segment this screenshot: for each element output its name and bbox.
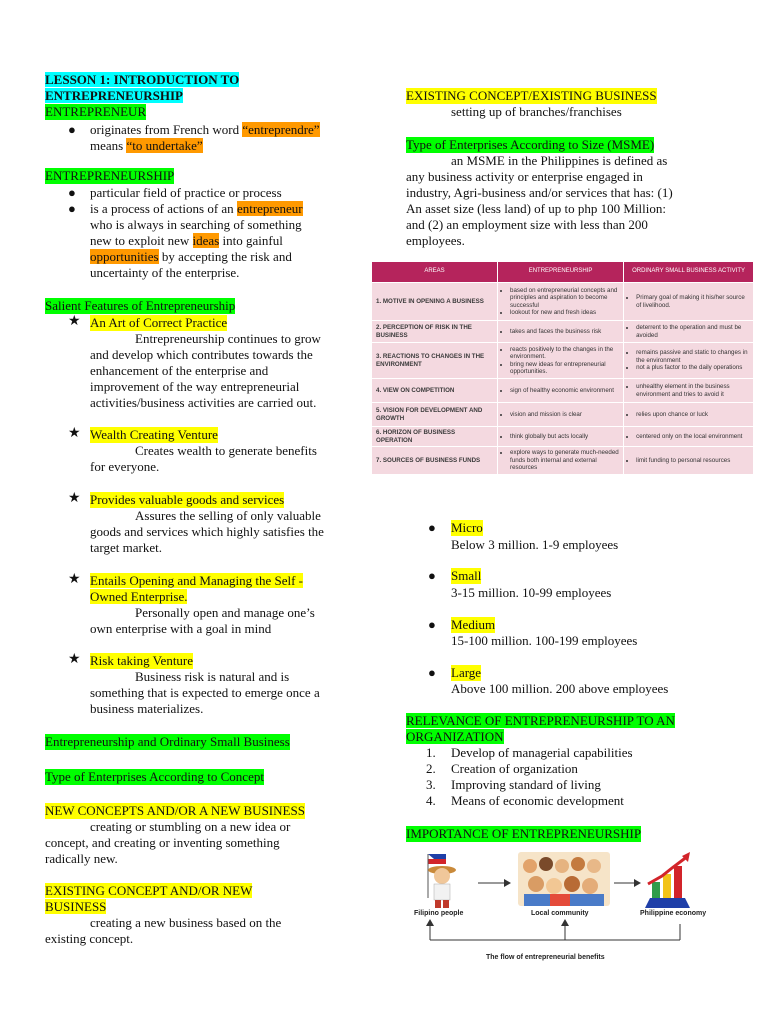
- table-cell-area: 2. PERCEPTION OF RISK IN THE BUSINESS: [372, 321, 498, 343]
- lesson-title: [45, 72, 239, 104]
- flow-feedback-arrows: [426, 919, 680, 940]
- relevance-heading: RELEVANCE OF ENTREPRENEURSHIP TO AN ORGANIZATION: [406, 713, 675, 744]
- entrepreneurship-bullet-1: particular field of practice or process: [90, 185, 282, 200]
- existing-new-heading: EXISTING CONCEPT AND/OR NEW BUSINESS: [45, 883, 253, 914]
- size-label-large: Large: [451, 665, 482, 680]
- list-item: 2. Creation of organization: [426, 761, 578, 776]
- table-header-row: [372, 262, 754, 283]
- star-icon: ★: [68, 314, 81, 329]
- bullet-dot: ●: [428, 617, 436, 632]
- size-desc-small: 3-15 million. 10-99 employees: [451, 585, 612, 600]
- table-row: [372, 427, 754, 447]
- table-cell-area: 4. VIEW ON COMPETITION: [372, 379, 498, 403]
- table-cell-bullet: • lookout for new and fresh ideas: [510, 309, 619, 317]
- table-row: [372, 343, 754, 379]
- feature-5-title: Risk taking Venture: [90, 653, 194, 668]
- table-cell-bullet: • unhealthy element in the business environment and tries to avoid it: [636, 383, 749, 398]
- bullet-dot: ●: [428, 568, 436, 583]
- table-cell-area: 1. MOTIVE IN OPENING A BUSINESS: [372, 283, 498, 321]
- existing-existing-desc: setting up of branches/franchises: [451, 104, 622, 119]
- table-row: [372, 403, 754, 427]
- table-cell-bullet: • centered only on the local environment: [636, 433, 749, 441]
- entrepreneurship-heading: ENTREPRENEURSHIP: [45, 168, 175, 183]
- size-label-medium: Medium: [451, 617, 496, 632]
- entrepreneurship-bullet-2: is a process of actions of an entrepreneur who is always in searching of something new to exploit new ideas into gainful opportunities by accepting the risk and uncertainty of the enterprise.: [90, 201, 303, 280]
- size-desc-large: Above 100 million. 200 above employees: [451, 681, 669, 696]
- table-cell-small-business: [624, 283, 754, 321]
- star-icon: ★: [68, 652, 81, 667]
- flow-caption: The flow of entrepreneurial benefits: [486, 954, 605, 961]
- table-cell-entrepreneurship: [498, 379, 624, 403]
- bullet-dot: ●: [68, 185, 76, 200]
- table-cell-bullet: • relies upon chance or luck: [636, 411, 749, 419]
- new-concept-desc: creating or stumbling on a new idea or concept, and creating or inventing something radically new.: [45, 819, 291, 866]
- table-cell-bullet: • Primary goal of making it his/her source of livelihood.: [636, 294, 749, 309]
- feature-3-desc: Assures the selling of only valuable goods and services which highly satisfies the target market.: [90, 508, 324, 555]
- flow-node-filipino-people: Filipino people: [414, 910, 464, 917]
- table-cell-entrepreneurship: [498, 447, 624, 475]
- star-icon: ★: [68, 491, 81, 506]
- feature-5-desc: Business risk is natural and is something that is expected to emerge once a business materializes.: [90, 669, 320, 716]
- table-cell-entrepreneurship: [498, 427, 624, 447]
- msme-desc: an MSME in the Philippines is defined as any business activity or enterprise engaged in industry, Agri-business and/or services that has: (1) An asset size (less land) of up to php 100 Million: and (2) an employment size with less than 200 employees.: [406, 153, 673, 248]
- msme-heading: Type of Enterprises According to Size (MSME): [406, 137, 655, 152]
- table-cell-bullet: • deterrent to the operation and must be avoided: [636, 324, 749, 339]
- feature-1-title: An Art of Correct Practice: [90, 315, 228, 330]
- feature-2-desc: Creates wealth to generate benefits for everyone.: [90, 443, 317, 474]
- flow-node-local-community: Local community: [531, 910, 589, 917]
- table-header-cell: ENTREPRENEURSHIP: [498, 262, 624, 283]
- flow-arrow-forward-1: [478, 879, 511, 887]
- importance-heading: IMPORTANCE OF ENTREPRENEURSHIP: [406, 826, 642, 841]
- table-cell-entrepreneurship: [498, 321, 624, 343]
- table-cell-area: 5. VISION FOR DEVELOPMENT AND GROWTH: [372, 403, 498, 427]
- table-cell-entrepreneurship: [498, 343, 624, 379]
- bullet-dot: ●: [68, 122, 76, 137]
- bullet-dot: ●: [428, 665, 436, 680]
- table-cell-area: 7. SOURCES OF BUSINESS FUNDS: [372, 447, 498, 475]
- table-header-cell: AREAS: [372, 262, 498, 283]
- entrepreneur-heading: ENTREPRENEUR: [45, 104, 147, 119]
- lesson-title-line1: LESSON 1: INTRODUCTION TO: [45, 72, 240, 87]
- table-row: [372, 283, 754, 321]
- table-cell-small-business: [624, 447, 754, 475]
- flow-arrow-forward-2: [614, 879, 641, 887]
- table-row: [372, 447, 754, 475]
- table-cell-area: 6. HORIZON OF BUSINESS OPERATION: [372, 427, 498, 447]
- table-header-cell: ORDINARY SMALL BUSINESS ACTIVITY: [624, 262, 754, 283]
- bullet-dot: ●: [68, 201, 76, 216]
- table-cell-area: 3. REACTIONS TO CHANGES IN THE ENVIRONMENT: [372, 343, 498, 379]
- feature-3-title: Provides valuable goods and services: [90, 492, 285, 507]
- size-desc-medium: 15-100 million. 100-199 employees: [451, 633, 638, 648]
- table-cell-small-business: [624, 343, 754, 379]
- table-cell-small-business: [624, 321, 754, 343]
- lesson-title-line2: ENTREPRENEURSHIP: [45, 88, 183, 103]
- table-cell-bullet: • think globally but acts locally: [510, 433, 619, 441]
- star-icon: ★: [68, 426, 81, 441]
- table-cell-entrepreneurship: [498, 403, 624, 427]
- table-cell-small-business: [624, 379, 754, 403]
- table-cell-bullet: • sign of healthy economic environment: [510, 387, 619, 395]
- feature-2-title: Wealth Creating Venture: [90, 427, 218, 442]
- flow-node-philippine-economy: Philippine economy: [640, 910, 707, 917]
- star-icon: ★: [68, 572, 81, 587]
- table-cell-bullet: • not a plus factor to the daily operations: [636, 364, 749, 372]
- size-desc-micro: Below 3 million. 1-9 employees: [451, 537, 619, 552]
- table-cell-entrepreneurship: [498, 283, 624, 321]
- table-cell-bullet: • vision and mission is clear: [510, 411, 619, 419]
- list-item: 1. Develop of managerial capabilities: [426, 745, 633, 760]
- comparison-table-grid: [371, 261, 754, 475]
- existing-existing-heading: EXISTING CONCEPT/EXISTING BUSINESS: [406, 88, 657, 103]
- bullet-dot: ●: [428, 520, 436, 535]
- small-business-heading: Entrepreneurship and Ordinary Small Business: [45, 734, 290, 749]
- flow-diagram: [400, 848, 740, 963]
- comparison-table: [371, 261, 754, 507]
- new-concept-heading: NEW CONCEPTS AND/OR A NEW BUSINESS: [45, 803, 305, 818]
- table-cell-bullet: • bring new ideas for entrepreneurial opportunities.: [510, 361, 619, 376]
- feature-1-desc: Entrepreneurship continues to grow and develop which contributes towards the enhancement of the enterprise and improvement of the way entrepreneurial activities/business activities are carried out.: [90, 331, 321, 410]
- feature-4-title: Entails Opening and Managing the Self - Owned Enterprise.: [90, 573, 304, 604]
- list-item: 3. Improving standard of living: [426, 777, 601, 792]
- concept-heading: Type of Enterprises According to Concept: [45, 769, 264, 784]
- table-cell-small-business: [624, 403, 754, 427]
- table-cell-bullet: • takes and faces the business risk: [510, 328, 619, 336]
- table-cell-bullet: • remains passive and static to changes in the environment: [636, 349, 749, 364]
- economy-chart-icon: [645, 852, 690, 908]
- salient-features-heading: Salient Features of Entrepreneurship: [45, 298, 236, 313]
- table-cell-bullet: • explore ways to generate much-needed funds both internal and external resources: [510, 449, 619, 472]
- entrepreneur-bullet: originates from French word “entreprendre” means “to undertake”: [90, 122, 320, 153]
- feature-4-desc: Personally open and manage one’s own enterprise with a goal in mind: [90, 605, 315, 636]
- size-label-micro: Micro: [451, 520, 483, 535]
- list-item: 4. Means of economic development: [426, 793, 624, 808]
- table-cell-bullet: • limit funding to personal resources: [636, 457, 749, 465]
- filipino-person-icon: [428, 854, 456, 908]
- table-cell-small-business: [624, 427, 754, 447]
- table-cell-bullet: • based on entrepreneurial concepts and principles and aspiration to become successful: [510, 287, 619, 310]
- relevance-list: [426, 745, 633, 809]
- table-row: [372, 379, 754, 403]
- existing-new-desc: creating a new business based on the existing concept.: [45, 915, 282, 946]
- local-community-icon: [518, 852, 610, 906]
- table-row: [372, 321, 754, 343]
- table-cell-bullet: • reacts positively to the changes in the environment.: [510, 346, 619, 361]
- size-label-small: Small: [451, 568, 482, 583]
